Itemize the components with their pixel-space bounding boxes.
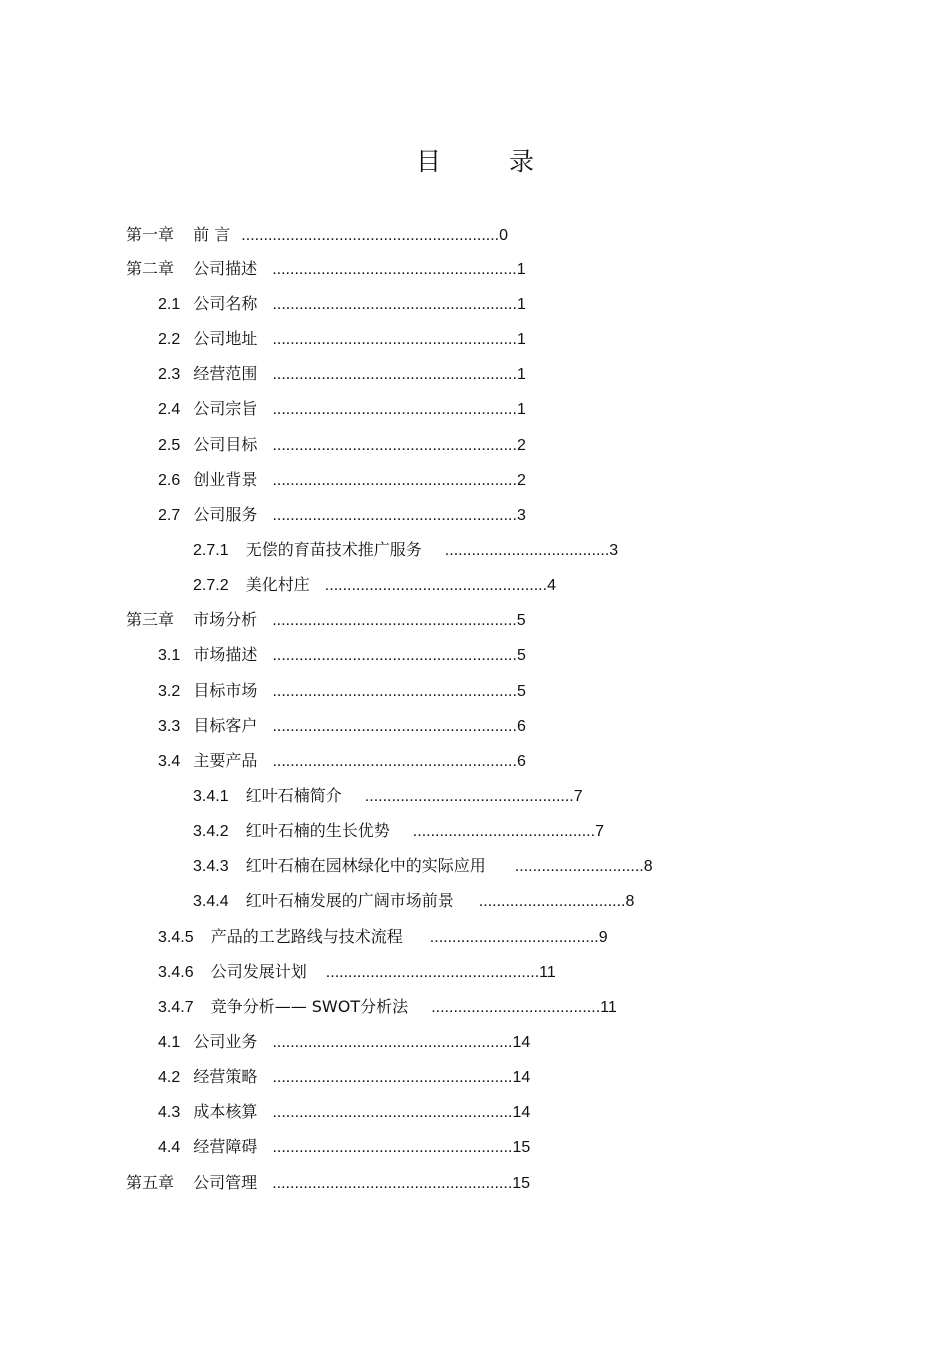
toc-entry-number: 2.1 — [158, 296, 181, 313]
toc-entry[interactable] — [193, 814, 604, 848]
toc-leader-dots: ....................................................... — [272, 507, 517, 524]
toc-entry-number: 2.4 — [158, 401, 181, 418]
toc-entry-number: 2.3 — [158, 366, 181, 383]
toc-leader-dots: ...................................................... — [272, 1104, 513, 1121]
toc-entry-label: 主要产品 — [193, 751, 258, 770]
toc-entry-label: 红叶石楠发展的广阔市场前景 — [245, 891, 454, 910]
toc-entry-page: 5 — [516, 683, 526, 700]
toc-entry-label: 公司发展计划 — [210, 962, 307, 981]
toc-entry[interactable] — [158, 709, 526, 743]
toc-leader-dots: ....................................................... — [272, 261, 517, 278]
toc-entry[interactable] — [158, 322, 526, 356]
toc-entry[interactable] — [193, 779, 583, 813]
toc-entry-number: 3.3 — [158, 718, 181, 735]
toc-entry[interactable] — [158, 428, 526, 462]
toc-entry-label: 市场描述 — [193, 645, 258, 664]
toc-entry-page: 15 — [512, 1175, 531, 1192]
toc-entry[interactable] — [158, 1060, 530, 1094]
toc-entry[interactable] — [158, 955, 556, 989]
toc-entry[interactable] — [193, 568, 556, 602]
toc-leader-dots: ....................................................... — [272, 683, 517, 700]
toc-entry-page: 2 — [516, 437, 526, 454]
toc-entry[interactable] — [158, 674, 526, 708]
toc-entry-page: 1 — [516, 401, 526, 418]
toc-entry-number: 4.2 — [158, 1069, 181, 1086]
toc-entry[interactable] — [158, 1025, 530, 1059]
toc-entry[interactable] — [158, 744, 526, 778]
toc-entry-label: 红叶石楠在园林绿化中的实际应用 — [245, 856, 486, 875]
toc-entry[interactable] — [126, 603, 526, 637]
toc-entry-number: 3.1 — [158, 647, 181, 664]
toc-entry[interactable] — [158, 920, 608, 954]
toc-leader-dots: ...................................... — [431, 999, 601, 1016]
toc-entry-label: 经营范围 — [193, 364, 258, 383]
toc-leader-dots: ....................................................... — [272, 366, 517, 383]
toc-entry[interactable] — [158, 990, 617, 1024]
toc-entry-number: 3.4 — [158, 753, 181, 770]
toc-entry-number: 2.6 — [158, 472, 181, 489]
toc-leader-dots: ...................................................... — [272, 1175, 513, 1192]
toc-leader-dots: ................................................ — [325, 964, 540, 981]
toc-entry-number: 2.7 — [158, 507, 181, 524]
toc-entry-page: 6 — [516, 718, 526, 735]
toc-entry-page: 7 — [573, 788, 583, 805]
toc-entry-label: 公司描述 — [193, 259, 258, 278]
toc-entry-label: 经营障碍 — [193, 1137, 258, 1156]
toc-entry-page: 2 — [516, 472, 526, 489]
toc-entry[interactable] — [126, 1166, 530, 1200]
toc-entry-number: 3.4.7 — [158, 999, 194, 1016]
toc-leader-dots: ....................................................... — [272, 296, 517, 313]
toc-entry-page: 14 — [512, 1034, 531, 1051]
toc-entry-number: 2.7.1 — [193, 542, 229, 559]
toc-leader-dots: ............................. — [514, 858, 644, 875]
toc-leader-dots: ....................................................... — [272, 718, 517, 735]
toc-entry-number: 2.2 — [158, 331, 181, 348]
toc-entry-label: 公司宗旨 — [193, 399, 258, 418]
toc-leader-dots: ....................................................... — [272, 437, 517, 454]
toc-entry-number: 第二章 — [126, 259, 175, 278]
toc-entry-number: 3.4.1 — [193, 788, 229, 805]
toc-entry-page: 5 — [516, 612, 526, 629]
toc-leader-dots: .......................................................... — [241, 227, 500, 244]
toc-leader-dots: ....................................................... — [272, 612, 517, 629]
toc-entry-label: 公司目标 — [193, 435, 258, 454]
toc-entry-page: 1 — [516, 261, 526, 278]
toc-entry-number: 第五章 — [126, 1173, 175, 1192]
toc-entry-number: 3.4.5 — [158, 929, 194, 946]
toc-leader-dots: ....................................................... — [272, 647, 517, 664]
toc-entry-number: 第三章 — [126, 610, 175, 629]
toc-leader-dots: ...................................................... — [272, 1034, 513, 1051]
toc-entry[interactable] — [158, 1130, 530, 1164]
page-title: 目 录 — [416, 147, 564, 176]
toc-entry-label: 目标客户 — [193, 716, 258, 735]
toc-entry-label: 美化村庄 — [245, 575, 310, 594]
toc-entry-page: 15 — [512, 1139, 531, 1156]
toc-entry-label: 公司服务 — [193, 505, 258, 524]
toc-entry-label: 前 言 — [193, 225, 231, 244]
toc-entry-page: 5 — [516, 647, 526, 664]
toc-entry-number: 3.4.2 — [193, 823, 229, 840]
toc-entry-page: 3 — [609, 542, 619, 559]
toc-entry-page: 0 — [499, 227, 509, 244]
toc-entry-number: 3.2 — [158, 683, 181, 700]
toc-entry[interactable] — [158, 638, 526, 672]
toc-entry-page: 1 — [516, 331, 526, 348]
toc-entry[interactable] — [126, 218, 508, 252]
toc-entry-label: 产品的工艺路线与技术流程 — [210, 927, 403, 946]
toc-entry-number: 第一章 — [126, 225, 175, 244]
toc-leader-dots: ....................................................... — [272, 472, 517, 489]
toc-entry-label: 创业背景 — [193, 470, 258, 489]
toc-entry-number: 2.5 — [158, 437, 181, 454]
toc-entry[interactable] — [158, 357, 526, 391]
toc-entry-label: 竞争分析—— SWOT分析法 — [210, 997, 409, 1016]
toc-entry-number: 4.3 — [158, 1104, 181, 1121]
toc-entry[interactable] — [158, 463, 526, 497]
toc-leader-dots: ......................................... — [412, 823, 596, 840]
toc-entry-label: 红叶石楠的生长优势 — [245, 821, 390, 840]
toc-leader-dots: ................................. — [478, 893, 626, 910]
toc-entry-number: 4.1 — [158, 1034, 181, 1051]
toc-leader-dots: ............................................... — [364, 788, 574, 805]
toc-entry[interactable] — [158, 498, 526, 532]
toc-entry-label: 公司名称 — [193, 294, 258, 313]
toc-entry-page: 4 — [547, 577, 556, 594]
toc-entry-number: 3.4.3 — [193, 858, 229, 875]
toc-entry[interactable] — [158, 392, 526, 426]
toc-entry-label: 成本核算 — [193, 1102, 258, 1121]
toc-entry-page: 7 — [595, 823, 604, 840]
toc-entry-number: 3.4.6 — [158, 964, 194, 981]
toc-entry-label: 无偿的育苗技术推广服务 — [245, 540, 422, 559]
toc-entry-page: 14 — [512, 1104, 531, 1121]
toc-entry-page: 1 — [516, 296, 526, 313]
toc-entry[interactable] — [193, 849, 653, 883]
toc-entry-page: 9 — [598, 929, 608, 946]
toc-entry[interactable] — [193, 533, 618, 567]
toc-leader-dots: ...................................................... — [272, 1139, 513, 1156]
toc-entry-page: 14 — [512, 1069, 531, 1086]
toc-entry-label: 公司管理 — [193, 1173, 258, 1192]
toc-leader-dots: ....................................................... — [272, 401, 517, 418]
toc-entry[interactable] — [126, 252, 526, 286]
toc-entry-page: 1 — [516, 366, 526, 383]
toc-leader-dots: ....................................................... — [272, 753, 517, 770]
toc-entry-page: 11 — [600, 999, 617, 1016]
toc-entry-label: 公司地址 — [193, 329, 258, 348]
toc-entry-number: 2.7.2 — [193, 577, 229, 594]
toc-leader-dots: ...................................................... — [272, 1069, 513, 1086]
toc-entry-page: 8 — [625, 893, 635, 910]
toc-entry-number: 4.4 — [158, 1139, 181, 1156]
toc-entry-label: 经营策略 — [193, 1067, 258, 1086]
toc-entry-page: 6 — [516, 753, 526, 770]
toc-entry[interactable] — [193, 884, 634, 918]
toc-entry[interactable] — [158, 1095, 530, 1129]
toc-entry-label: 市场分析 — [193, 610, 258, 629]
toc-entry-label: 公司业务 — [193, 1032, 258, 1051]
toc-leader-dots: ....................................................... — [272, 331, 517, 348]
toc-entry-page: 11 — [539, 964, 556, 981]
toc-entry[interactable] — [158, 287, 526, 321]
toc-leader-dots: ..................................... — [444, 542, 610, 559]
toc-entry-label: 红叶石楠简介 — [245, 786, 342, 805]
toc-entry-label: 目标市场 — [193, 681, 258, 700]
toc-leader-dots: .................................................. — [324, 577, 548, 594]
toc-leader-dots: ...................................... — [429, 929, 599, 946]
toc-entry-page: 3 — [516, 507, 526, 524]
toc-entry-page: 8 — [643, 858, 653, 875]
toc-entry-number: 3.4.4 — [193, 893, 229, 910]
